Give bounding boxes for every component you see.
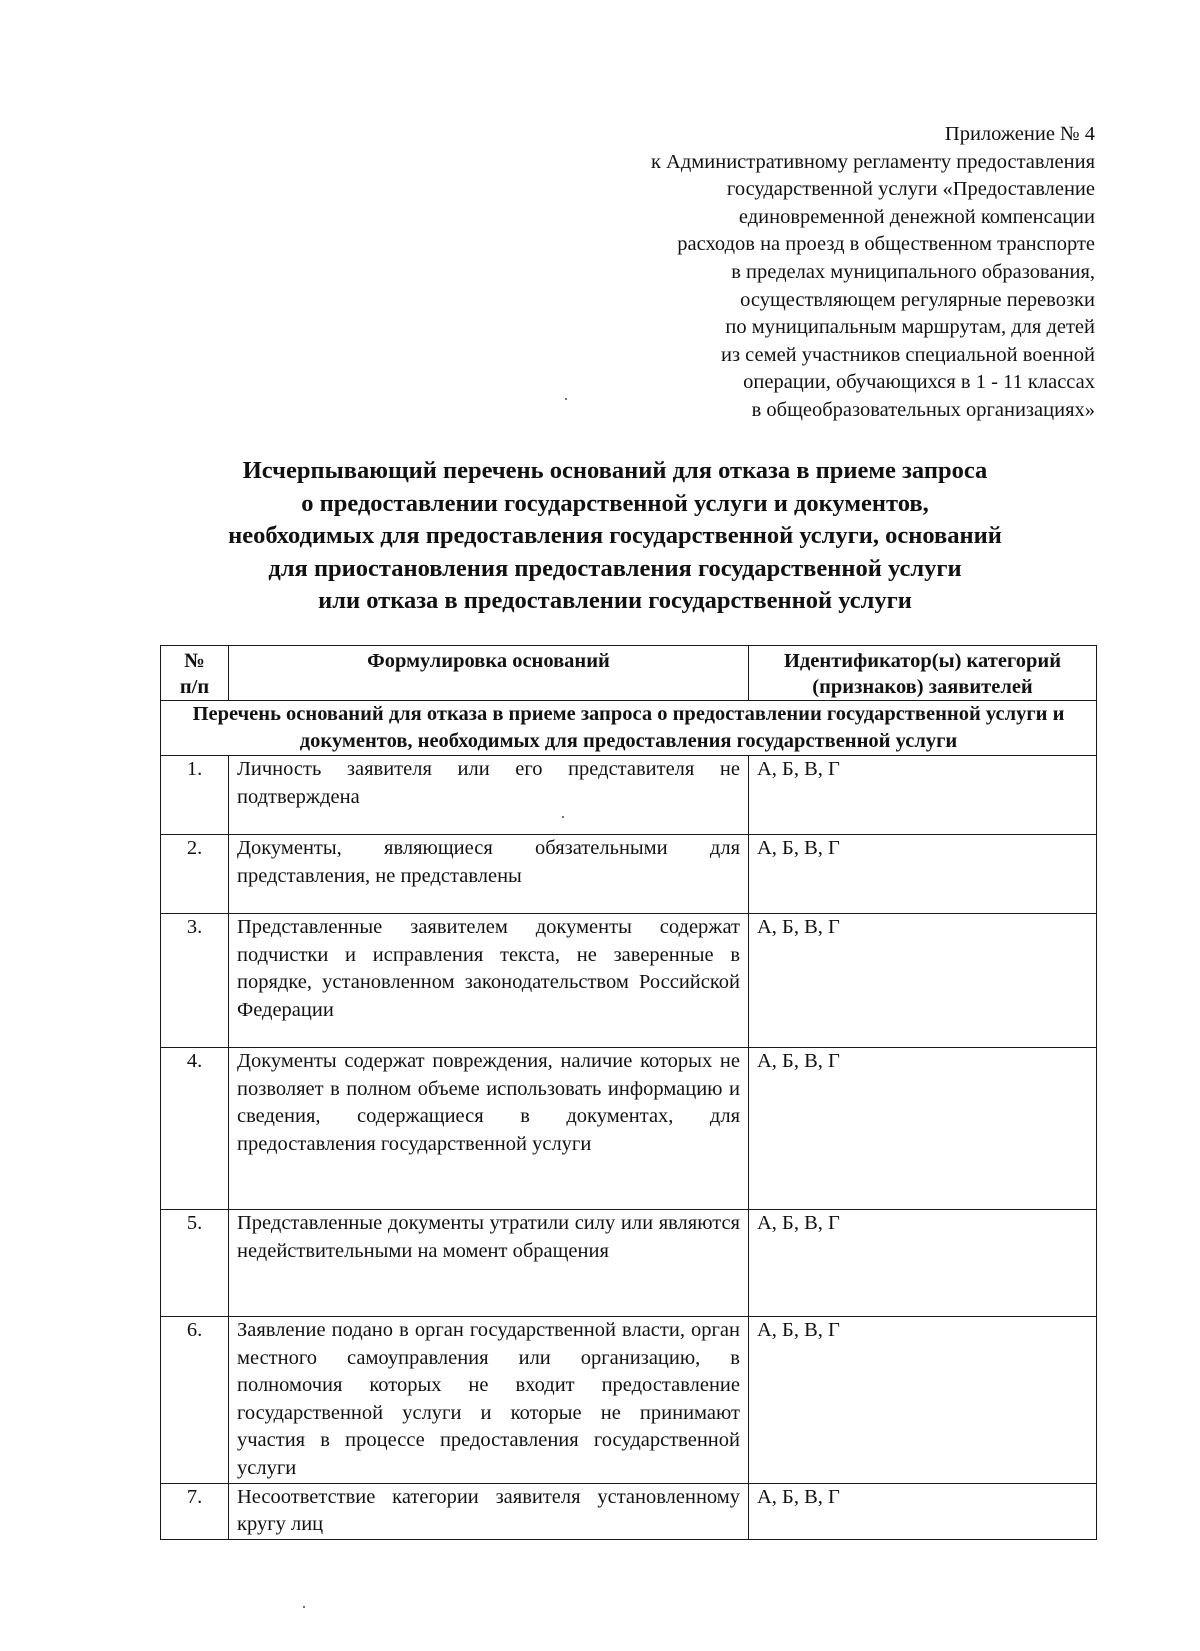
- appendix-line: к Административному регламенту предоставления: [650, 150, 1095, 173]
- appendix-line: операции, обучающихся в 1 - 11 классах: [743, 371, 1095, 394]
- scan-speck: [303, 1606, 305, 1608]
- header-categories: [749, 646, 1097, 701]
- appendix-line: в пределах муниципального образования,: [731, 260, 1095, 283]
- row-grounds: Представленные документы утратили силу или являются недействительными на момент обращения: [229, 1210, 749, 1317]
- row-grounds: Заявление подано в орган государственной власти, орган местного самоуправления или организацию, в полномочия которых не входит предоставление государственной услуги и которые не принимают участия в процессе предоставления государственной услуги: [229, 1317, 749, 1484]
- row-grounds: Документы, являющиеся обязательными для представления, не представлены: [229, 835, 749, 914]
- table-row: [161, 914, 1097, 1048]
- row-number: 3.: [161, 914, 229, 1048]
- row-number: 7.: [161, 1483, 229, 1539]
- appendix-line: по муниципальным маршрутам, для детей: [725, 316, 1095, 339]
- row-number: 1.: [161, 756, 229, 835]
- document-title: [150, 455, 1080, 618]
- appendix-block: [535, 121, 1095, 425]
- row-grounds: Личность заявителя или его представителя не подтверждена: [229, 756, 749, 835]
- appendix-line: в общеобразовательных организациях»: [751, 398, 1095, 421]
- row-categories: А, Б, В, Г: [749, 1317, 1097, 1484]
- table-row: [161, 756, 1097, 835]
- table-row: [161, 1483, 1097, 1539]
- row-grounds: Несоответствие категории заявителя установленному кругу лиц: [229, 1483, 749, 1539]
- row-number: 6.: [161, 1317, 229, 1484]
- appendix-line: из семей участников специальной военной: [720, 343, 1095, 366]
- row-number: 2.: [161, 835, 229, 914]
- row-grounds: Документы содержат повреждения, наличие которых не позволяет в полном объеме использовать информацию и сведения, содержащиеся в документах, для предоставления государственной услуги: [229, 1048, 749, 1210]
- scan-speck: [565, 398, 567, 400]
- grounds-table: [160, 645, 1097, 1540]
- table-row: [161, 835, 1097, 914]
- row-categories: А, Б, В, Г: [749, 835, 1097, 914]
- row-grounds: Представленные заявителем документы содержат подчистки и исправления текста, не заверенные в порядке, установленном законодательством Российской Федерации: [229, 914, 749, 1048]
- title-line: или отказа в предоставлении государственной услуги: [318, 587, 912, 614]
- row-number: 5.: [161, 1210, 229, 1317]
- table-row: [161, 1210, 1097, 1317]
- title-line: необходимых для предоставления государственной услуги, оснований: [228, 522, 1002, 549]
- header-grounds: Формулировка оснований: [229, 646, 749, 701]
- header-categories-line1: Идентификатор(ы) категорий: [783, 650, 1062, 672]
- row-categories: А, Б, В, Г: [749, 914, 1097, 1048]
- header-number: [161, 646, 229, 701]
- row-categories: А, Б, В, Г: [749, 1483, 1097, 1539]
- section-row: [161, 701, 1097, 756]
- header-number-line2: п/п: [179, 676, 210, 698]
- table-header-row: [161, 646, 1097, 701]
- table-row: [161, 1048, 1097, 1210]
- title-line: о предоставлении государственной услуги и документов,: [301, 489, 929, 517]
- row-categories: А, Б, В, Г: [749, 1048, 1097, 1210]
- header-number-line1: №: [184, 650, 205, 672]
- appendix-line: Приложение № 4: [944, 123, 1095, 145]
- table-row: [161, 1317, 1097, 1484]
- title-line: для приостановления предоставления государственной услуги: [268, 554, 962, 582]
- title-line: Исчерпывающий перечень оснований для отказа в приеме запроса: [242, 457, 988, 484]
- header-categories-line2: (признаков) заявителей: [812, 676, 1033, 698]
- appendix-line: государственной услуги «Предоставление: [726, 178, 1095, 201]
- row-number: 4.: [161, 1048, 229, 1210]
- appendix-line: единовременной денежной компенсации: [738, 205, 1095, 228]
- scan-speck: [562, 816, 564, 818]
- appendix-line: расходов на проезд в общественном транспорте: [677, 233, 1095, 256]
- section-heading: Перечень оснований для отказа в приеме запроса о предоставлении государственной услуги и документов, необходимых для предоставления государственной услуги: [161, 701, 1097, 756]
- appendix-line: осуществляющем регулярные перевозки: [740, 288, 1095, 311]
- row-categories: А, Б, В, Г: [749, 756, 1097, 835]
- row-categories: А, Б, В, Г: [749, 1210, 1097, 1317]
